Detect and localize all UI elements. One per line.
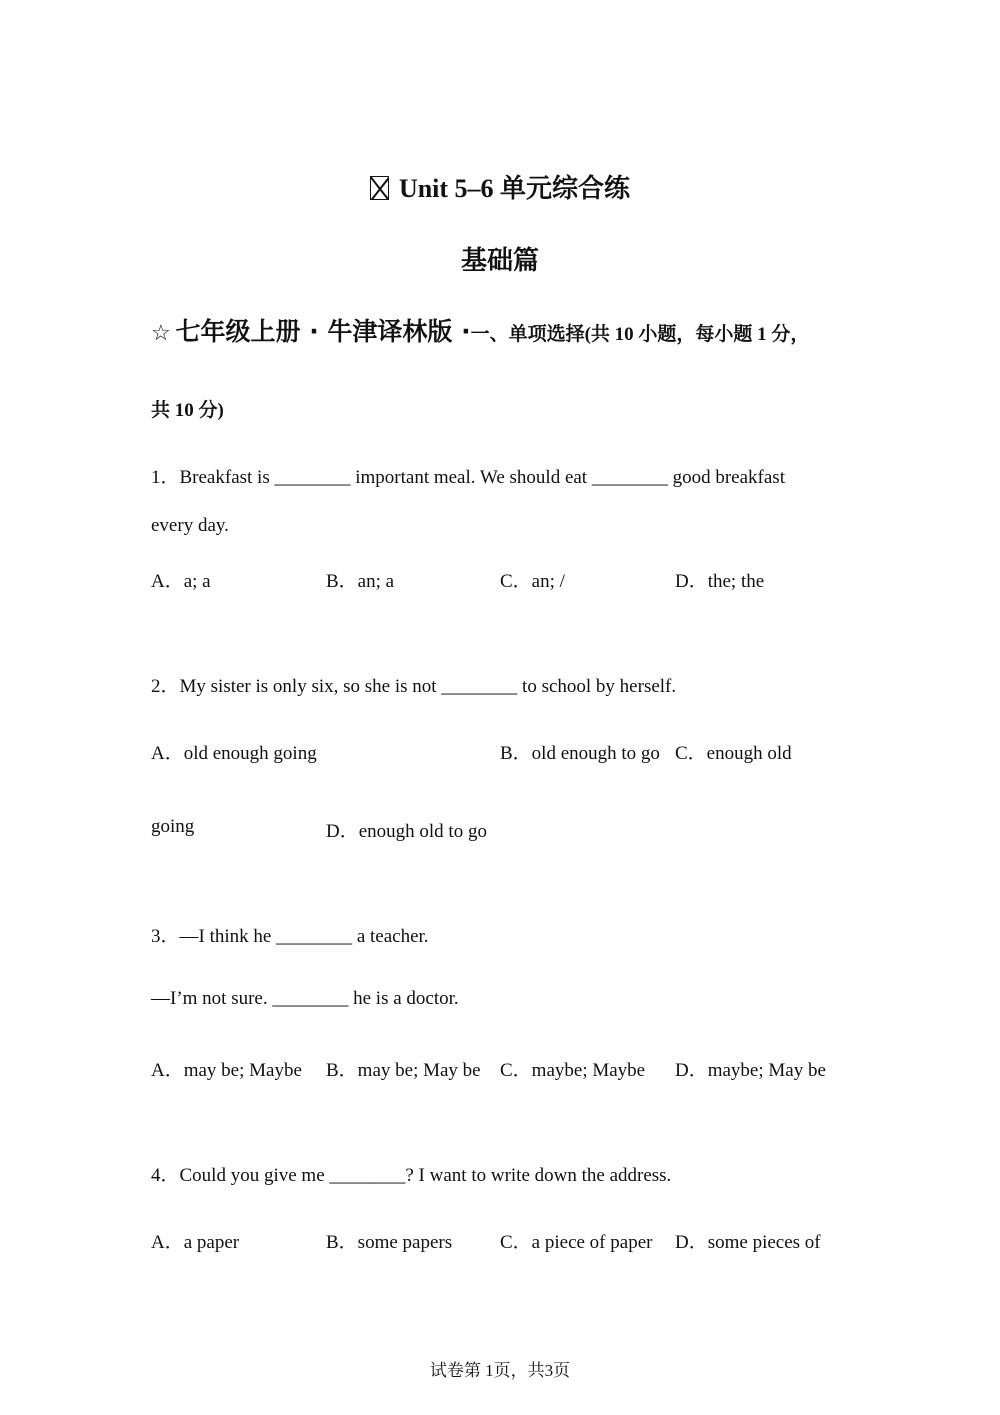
star-icon: ☆ [151,320,171,345]
question-2-stem: 2．My sister is only six, so she is not ________ to school by herself. [151,676,677,697]
question-1-stem-cont: every day. [151,515,229,536]
section-heading-line2: 共 10 分) [151,400,224,421]
question-1-stem: 1．Breakfast is ________ important meal. We should eat ________ good breakfast [151,467,785,488]
question-2-option-d: D．enough old to go [326,821,487,842]
question-3-stem-cont: —I’m not sure. ________ he is a doctor. [151,988,459,1009]
document-subtitle: 基础篇 [460,246,539,276]
question-4-option-b: B．some papers [326,1232,453,1253]
question-2-option-c: C．enough old [675,743,792,764]
question-3-option-d: D．maybe; May be [675,1060,826,1081]
question-2-option-b: B．old enough to go [500,743,660,764]
page-footer: 试卷第 1页，共3页 [429,1361,571,1380]
question-3-option-b: B．may be; May be [326,1060,481,1081]
question-3-option-a: A．may be; Maybe [151,1060,302,1081]
question-4-option-c: C．a piece of paper [500,1232,653,1253]
section-heading-line1: 一、单项选择(共 10 小题，每小题 1 分， [470,324,810,345]
section-heading [151,312,809,348]
question-1-option-d: D．the; the [675,571,765,592]
question-3-option-c: C．maybe; Maybe [500,1060,646,1081]
crossed-box-icon [370,176,389,200]
document-title [0,168,1000,205]
title-text: Unit 5–6 单元综合练 [398,174,631,203]
question-3-stem: 3．—I think he ________ a teacher. [151,926,429,947]
question-2-option-a: A．old enough going [151,743,317,764]
question-4-option-a: A．a paper [151,1232,240,1253]
question-1-option-c: C．an; / [500,571,565,592]
grade-label: 七年级上册 · 牛津译林版 · [175,317,471,346]
question-1-option-a: A．a; a [151,571,211,592]
question-4-stem: 4．Could you give me ________? I want to write down the address. [151,1165,672,1186]
question-1-option-b: B．an; a [326,571,395,592]
question-2-option-c-cont: going [151,816,195,837]
question-4-option-d: D．some pieces of [675,1232,821,1253]
